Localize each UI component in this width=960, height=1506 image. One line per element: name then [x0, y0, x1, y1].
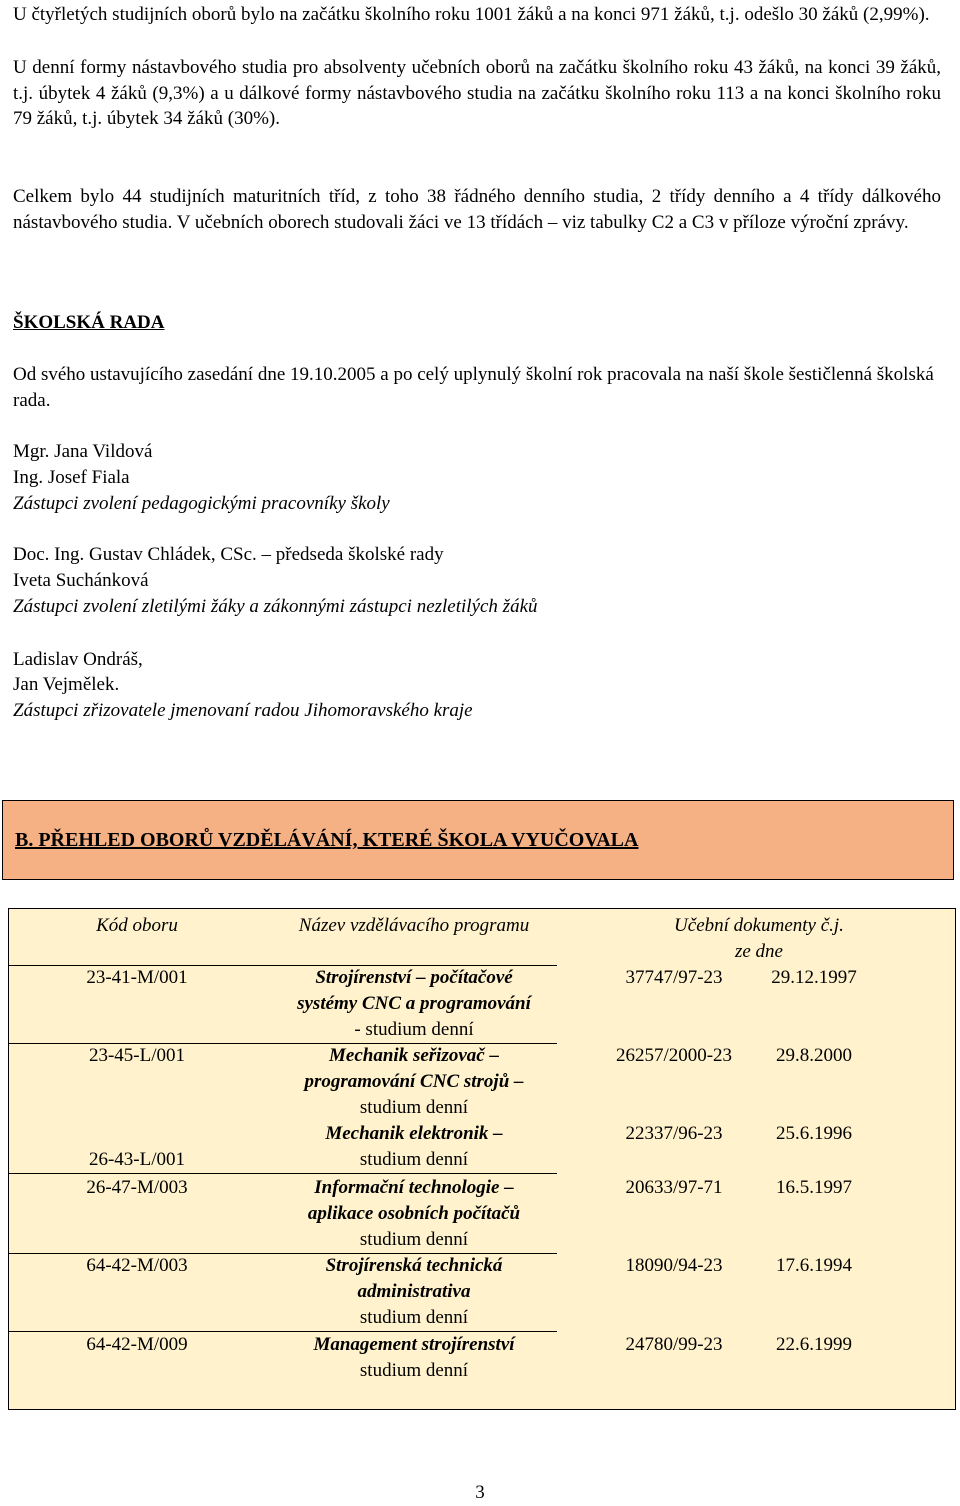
row-code: 64-42-M/009 — [86, 1334, 188, 1355]
row-study-mode: studium denní — [359, 1360, 469, 1381]
row-doc-date: 17.6.1994 — [776, 1255, 852, 1276]
row-doc-number: 24780/99-23 — [625, 1334, 723, 1355]
row-doc-date: 22.6.1999 — [776, 1334, 852, 1355]
row-doc-date: 16.5.1997 — [776, 1177, 852, 1198]
row-doc-number: 20633/97-71 — [625, 1177, 723, 1198]
section-b-title: B. PŘEHLED OBORŮ VZDĚLÁVÁNÍ, KTERÉ ŠKOLA VYUČOVALA — [15, 829, 639, 851]
table-header-name: Název vzdělávacího programu — [298, 915, 530, 936]
table-header-docs: Učební dokumenty č.j. — [674, 915, 844, 936]
row-doc-number: 37747/97-23 — [625, 967, 723, 988]
table-header-docs-date: ze dne — [734, 941, 783, 962]
row-name: Strojírenství – počítačové — [315, 967, 513, 988]
row-code: 23-41-M/001 — [86, 967, 188, 988]
table-header-code: Kód oboru — [96, 915, 178, 936]
row-name: systémy CNC a programování — [297, 993, 531, 1014]
board-member: Ladislav Ondráš, — [13, 649, 143, 670]
board-member: Jan Vejmělek. — [13, 674, 120, 695]
school-board-heading: ŠKOLSKÁ RADA — [13, 312, 165, 333]
paragraph-extension-study: U denní formy nástavbového studia pro absolventy učebních oborů na začátku školního roku 43 žáků, na konci 39 žáků, t.j. úbytek 4 žáků (9,3%) a u dálkové formy nástavbového studia na začátku školního roku 113 a na konci školního roku 79 žáků, t.j. úbytek 34 žáků (30%). — [13, 57, 941, 129]
row-name: Management strojírenství — [313, 1334, 515, 1355]
row-name: Mechanik elektronik – — [325, 1123, 503, 1144]
row-code: 23-45-L/001 — [88, 1045, 186, 1066]
row-study-mode: studium denní — [359, 1229, 469, 1250]
board-member: Doc. Ing. Gustav Chládek, CSc. – předseda školské rady — [13, 544, 444, 565]
row-doc-number: 26257/2000-23 — [615, 1045, 733, 1066]
row-study-mode: studium denní — [359, 1097, 469, 1118]
row-doc-number: 22337/96-23 — [625, 1123, 723, 1144]
row-doc-number: 18090/94-23 — [625, 1255, 723, 1276]
row-divider — [9, 1173, 557, 1174]
row-name: Informační technologie – — [314, 1177, 514, 1198]
board-member: Iveta Suchánková — [13, 570, 149, 591]
page-number: 3 — [475, 1482, 485, 1503]
board-group-label: Zástupci zvolení pedagogickými pracovníky školy — [13, 493, 390, 514]
programs-table — [8, 908, 956, 1410]
row-name: aplikace osobních počítačů — [307, 1203, 521, 1224]
row-code: 26-43-L/001 — [88, 1149, 186, 1170]
row-doc-date: 25.6.1996 — [776, 1123, 852, 1144]
row-study-mode: studium denní — [359, 1149, 469, 1170]
board-group-label: Zástupci zvolení zletilými žáky a zákonnými zástupci nezletilých žáků — [13, 596, 538, 617]
row-name: Mechanik seřizovač – — [329, 1045, 499, 1066]
row-code: 64-42-M/003 — [86, 1255, 188, 1276]
paragraph-dropouts: U čtyřletých studijních oborů bylo na začátku školního roku 1001 žáků a na konci 971 žáků, t.j. odešlo 30 žáků (2,99%). — [13, 4, 930, 25]
row-name: administrativa — [357, 1281, 471, 1302]
row-doc-date: 29.8.2000 — [776, 1045, 852, 1066]
paragraph-classes: Celkem bylo 44 studijních maturitních tříd, z toho 38 řádného denního studia, 2 třídy denního a 4 třídy dálkového nástavbového studia. V učebních oborech studovali žáci ve 13 třídách – viz tabulky C2 a C3 v příloze výroční zprávy. — [13, 186, 941, 233]
board-member: Mgr. Jana Vildová — [13, 441, 153, 462]
school-board-intro: Od svého ustavujícího zasedání dne 19.10.2005 a po celý uplynulý školní rok pracovala na naší škole šestičlenná školská rada. — [13, 364, 934, 411]
board-member: Ing. Josef Fiala — [13, 467, 130, 488]
row-study-mode: - studium denní — [354, 1019, 474, 1040]
row-code: 26-47-M/003 — [86, 1177, 188, 1198]
row-name: programování CNC strojů – — [304, 1071, 524, 1092]
row-doc-date: 29.12.1997 — [771, 967, 857, 988]
board-group-label: Zástupci zřizovatele jmenovaní radou Jihomoravského kraje — [13, 700, 473, 721]
section-b-banner — [2, 800, 954, 880]
row-study-mode: studium denní — [359, 1307, 469, 1328]
row-name: Strojírenská technická — [325, 1255, 503, 1276]
